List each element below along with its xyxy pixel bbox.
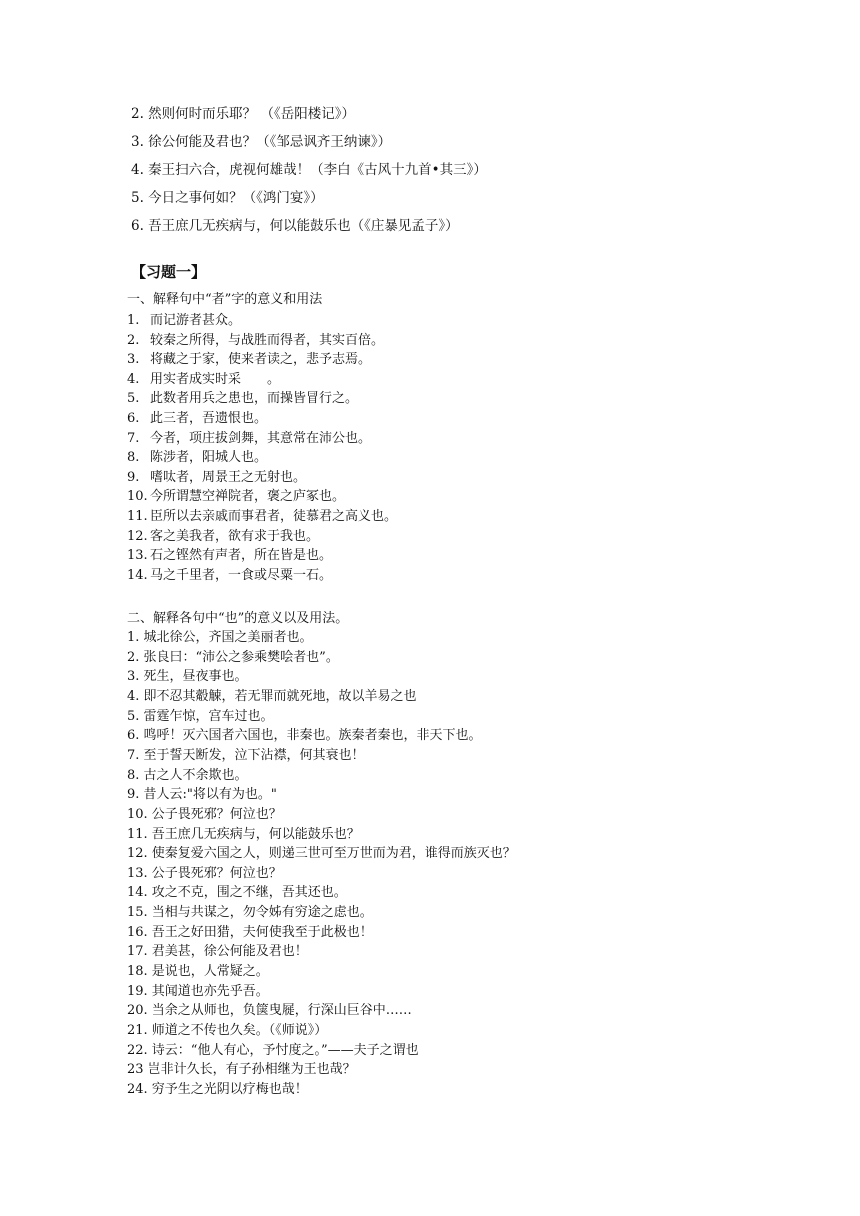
section1-item — [127, 391, 358, 407]
section2-item: 8. 古之人不余欺也。 — [127, 767, 248, 783]
section1-item-text: 陈涉者，阳城人也。 — [150, 450, 268, 466]
section1-item — [127, 411, 267, 427]
section1-item — [127, 568, 332, 584]
section1-item — [127, 313, 241, 329]
section1-item — [127, 489, 345, 505]
section1-item-text: 而记游者甚众。 — [150, 313, 242, 328]
section2-item: 3. 死生，昼夜事也。 — [127, 669, 248, 685]
section2-item: 7. 至于誓天断发，泣下沾襟，何其衰也！ — [127, 747, 365, 763]
section1-item-number: 4. — [127, 371, 140, 387]
section1-item-number: 2. — [127, 332, 140, 348]
section1-item — [127, 431, 371, 447]
section1-item-number: 10. — [127, 489, 148, 505]
section1-title: 一、解释句中“者”字的意义和用法 — [127, 292, 323, 307]
section1-item-text: 今者，项庄拔剑舞，其意常在沛公也。 — [150, 430, 372, 446]
section1-item — [127, 372, 280, 388]
section1-item-number: 8. — [127, 450, 140, 466]
section1-item-number: 11. — [127, 509, 148, 524]
section1-item — [127, 333, 384, 349]
section2-item: 10. 公子畏死邪？何泣也？ — [127, 806, 282, 822]
section1-item — [127, 548, 332, 564]
section1-item-number: 9. — [127, 469, 140, 485]
section1-item-text: 嗜呔者，周景王之无射也。 — [150, 469, 307, 485]
section2-item: 19. 其闻道也亦先乎吾。 — [127, 983, 269, 999]
section2-item: 22. 诗云：“他人有心，予忖度之。”——夫子之谓也 — [127, 1042, 419, 1058]
section2-item: 23 岂非计久长，有子孙相继为王也哉？ — [127, 1062, 356, 1078]
top-item-3: 3. 徐公何能及君也？（《邹忌讽齐王纳谏》） — [131, 134, 392, 150]
section1-item-text: 此数者用兵之患也，而操皆冒行之。 — [150, 391, 359, 407]
section1-item-text: 将藏之于家，使来者读之，悲予志焉。 — [150, 352, 372, 368]
section1-item — [127, 470, 306, 486]
top-item-6: 6. 吾王庶几无疾病与，何以能鼓乐也（《庄暴见孟子》） — [131, 218, 459, 234]
section2-item: 14. 攻之不克，围之不继，吾其还也。 — [127, 885, 347, 901]
section1-item — [127, 509, 397, 525]
section1-item-text: 此三者，吾遗恨也。 — [150, 411, 268, 426]
section1-item — [127, 529, 319, 545]
section1-item-number: 1. — [127, 313, 140, 328]
top-item-2: 2. 然则何时而乐耶？ （《岳阳楼记》） — [131, 106, 355, 122]
section1-item-number: 3. — [127, 352, 140, 368]
section1-item-text: 今所谓慧空禅院者，褒之庐冢也。 — [150, 489, 346, 505]
section2-item: 9. 昔人云:"将以有为也。" — [127, 787, 277, 803]
section2-item: 11. 吾王庶几无疾病与，何以能鼓乐也？ — [127, 826, 360, 842]
section1-item-number: 5. — [127, 391, 140, 407]
section2-item: 6. 鸣呼！灭六国者六国也，非秦也。族秦者秦也，非天下也。 — [127, 728, 482, 744]
section2-item: 12. 使秦复爱六国之人，则递三世可至万世而为君，谁得而族灭也？ — [127, 846, 516, 862]
exercise-heading: 【习题一】 — [131, 263, 207, 281]
section2-item: 4. 即不忍其觳觫，若无罪而就死地，故以羊易之也 — [127, 688, 417, 704]
section2-title: 二、解释各句中“也”的意义以及用法。 — [127, 611, 349, 626]
section2-item: 15. 当相与共谋之，勿令姊有穷途之虑也。 — [127, 905, 373, 921]
section1-item — [127, 352, 371, 368]
top-item-4: 4. 秦王扫六合，虎视何雄哉！（李白《古风十九首•其三》） — [131, 162, 487, 178]
section1-item-number: 12. — [127, 528, 148, 544]
section2-item: 17. 君美甚，徐公何能及君也！ — [127, 944, 308, 960]
section1-item-text: 石之铿然有声者，所在皆是也。 — [150, 548, 333, 564]
section1-item-text: 马之千里者，一食或尽粟一石。 — [150, 567, 333, 583]
section2-item: 16. 吾王之好田猎，夫何使我至于此极也！ — [127, 924, 373, 940]
section1-item-number: 13. — [127, 548, 148, 564]
section1-item-text: 客之美我者，欲有求于我也。 — [150, 528, 320, 544]
section1-item-text: 用实者成实时采 。 — [150, 371, 281, 387]
section1-item-number: 14. — [127, 567, 148, 583]
section1-item-number: 6. — [127, 411, 140, 426]
section2-item: 1. 城北徐公，齐国之美丽者也。 — [127, 630, 313, 645]
section2-item: 18. 是说也，人常疑之。 — [127, 964, 269, 980]
section2-item: 21. 师道之不传也久矣。（《师说》） — [127, 1023, 328, 1038]
section2-item: 20. 当余之从师也，负箧曳屣，行深山巨谷中…… — [127, 1003, 412, 1019]
section1-item — [127, 450, 267, 466]
section2-item: 13. 公子畏死邪？何泣也？ — [127, 865, 282, 881]
top-item-5: 5. 今日之事何如？（《鸿门宴》） — [131, 190, 324, 206]
section2-item: 24. 穷予生之光阴以疗梅也哉！ — [127, 1081, 308, 1097]
section1-item-text: 较秦之所得，与战胜而得者，其实百倍。 — [150, 332, 385, 348]
section1-item-text: 臣所以去亲戚而事君者，徒慕君之高义也。 — [150, 509, 398, 524]
section2-item: 2. 张良曰：“沛公之参乘樊哙者也”。 — [127, 649, 339, 665]
section2-item: 5. 雷霆乍惊，宫车过也。 — [127, 708, 274, 724]
section1-item-number: 7. — [127, 430, 140, 446]
